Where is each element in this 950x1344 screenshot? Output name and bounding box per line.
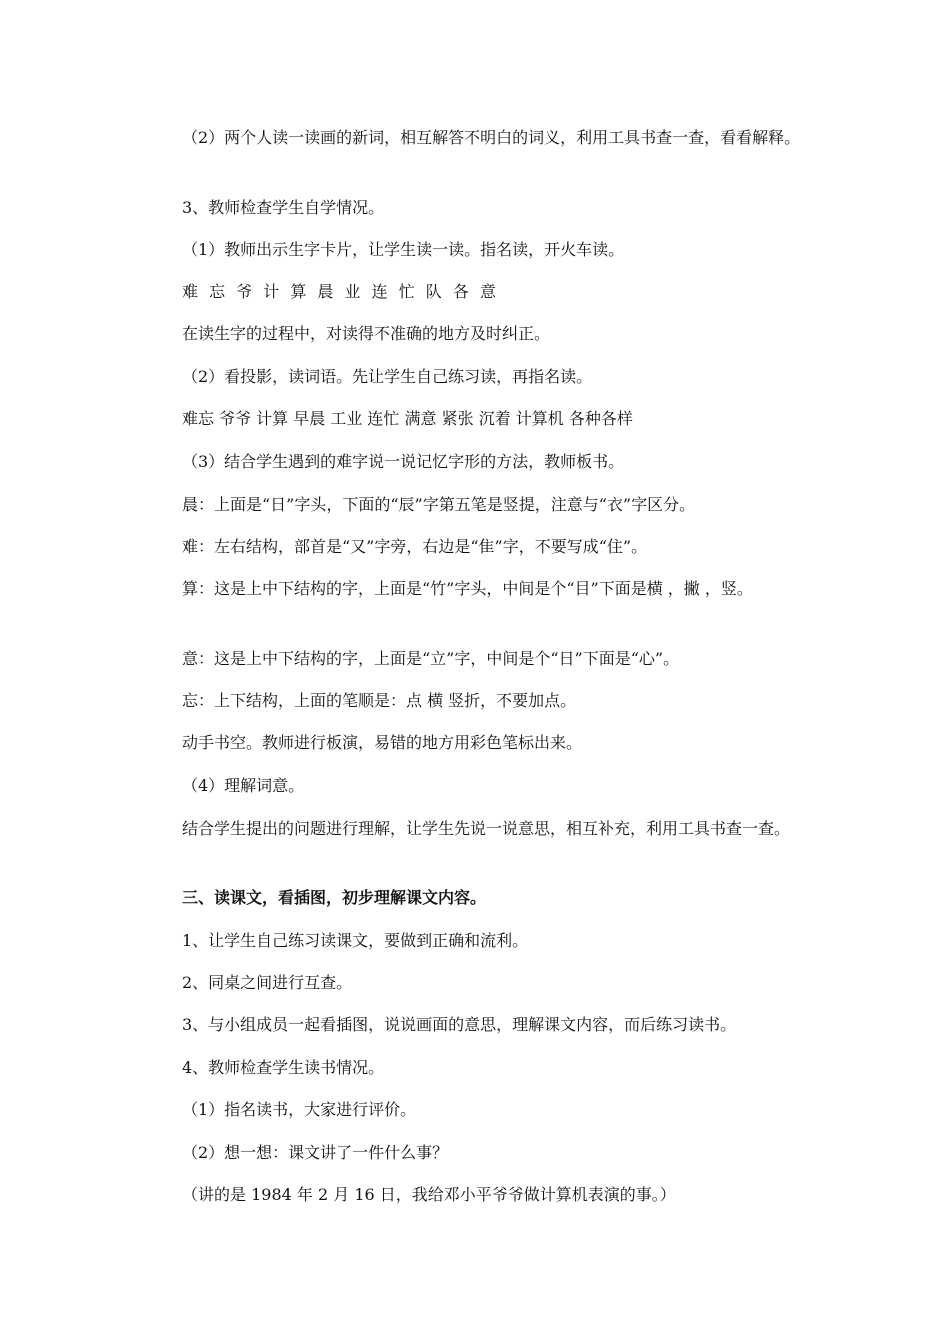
paragraph-9: 晨：上面是“日”字头，下面的“辰”字第五笔是竖提，注意与“衣”字区分。 — [182, 495, 696, 514]
paragraph-10: 难：左右结构，部首是“又”字旁，右边是“隹”字，不要写成“住”。 — [182, 537, 648, 556]
section-heading: 三、读课文，看插图，初步理解课文内容。 — [182, 888, 487, 907]
paragraph-22: （1）指名读书，大家进行评价。 — [182, 1100, 417, 1119]
paragraph-20: 3、与小组成员一起看插图，说说画面的意思，理解课文内容，而后练习读书。 — [182, 1015, 737, 1034]
paragraph-1: （2）两个人读一读画的新词，相互解答不明白的词义，利用工具书查一查，看看解释。 — [182, 128, 801, 147]
paragraph-6: （2）看投影，读词语。先让学生自己练习读，再指名读。 — [182, 367, 593, 386]
paragraph-19: 2、同桌之间进行互查。 — [182, 973, 353, 992]
paragraph-24: （讲的是 1984 年 2 月 16 日，我给邓小平爷爷做计算机表演的事。） — [182, 1185, 676, 1204]
paragraph-18: 1、让学生自己练习读课文，要做到正确和流利。 — [182, 931, 529, 950]
paragraph-12: 意：这是上中下结构的字，上面是“立”字，中间是个“日”下面是“心”。 — [182, 649, 680, 668]
paragraph-23: （2）想一想：课文讲了一件什么事？ — [182, 1143, 449, 1162]
paragraph-2: 3、教师检查学生自学情况。 — [182, 198, 385, 217]
paragraph-5: 在读生字的过程中，对读得不准确的地方及时纠正。 — [182, 324, 551, 343]
paragraph-4: 难 忘 爷 计 算 晨 业 连 忙 队 各 意 — [182, 282, 496, 301]
paragraph-13: 忘：上下结构，上面的笔顺是：点 横 竖折，不要加点。 — [182, 691, 577, 710]
paragraph-15: （4）理解词意。 — [182, 776, 305, 795]
paragraph-16: 结合学生提出的问题进行理解，让学生先说一说意思，相互补充，利用工具书查一查。 — [182, 819, 791, 838]
paragraph-8: （3）结合学生遇到的难字说一说记忆字形的方法，教师板书。 — [182, 452, 625, 471]
paragraph-14: 动手书空。教师进行板演，易错的地方用彩色笔标出来。 — [182, 733, 583, 752]
paragraph-21: 4、教师检查学生读书情况。 — [182, 1058, 385, 1077]
paragraph-3: （1）教师出示生字卡片，让学生读一读。指名读，开火车读。 — [182, 240, 625, 259]
paragraph-7: 难忘 爷爷 计算 早晨 工业 连忙 满意 紧张 沉着 计算机 各种各样 — [182, 409, 633, 428]
paragraph-11: 算：这是上中下结构的字，上面是“竹”字头，中间是个“目”下面是横 ，撇 ，竖。 — [182, 579, 753, 598]
